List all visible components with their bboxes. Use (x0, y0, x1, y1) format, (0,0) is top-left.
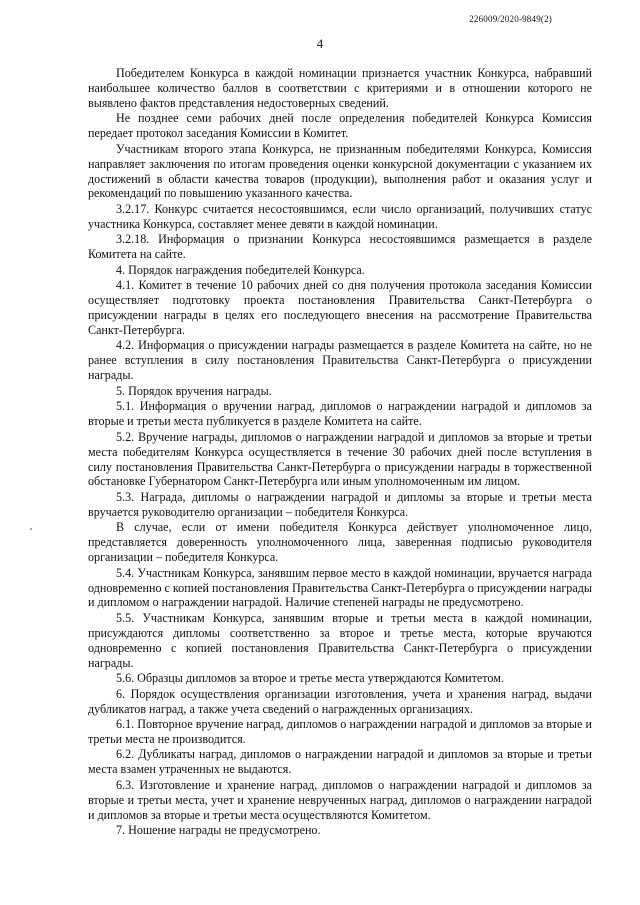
section-heading: 5. Порядок вручения награды. (116, 383, 272, 398)
section-heading: 6. Порядок осуществления организации изготовления, учета и хранения наград, выдачи дубликатов наград, а также учета сведений о награжденных организациях. (88, 686, 592, 716)
paragraph: 4.2. Информация о присуждении награды размещается в разделе Комитета на сайте, но не ранее вступления в силу постановления Правительства Санкт-Петербурга о присуждении награды. (88, 338, 592, 383)
paragraph: 3.2.17. Конкурс считается несостоявшимся, если число организаций, получивших статус участника Конкурса, составляет менее девяти в каждой номинации. (88, 201, 592, 231)
paragraph: 5.3. Награда, дипломы о награждении наградой и дипломы за вторые и третьи места вручается руководителю организации – победителя Конкурса. (88, 489, 592, 519)
section-heading: 4. Порядок награждения победителей Конкурса. (116, 262, 365, 277)
paragraph: 5.6. Образцы дипломов за второе и третье места утверждаются Комитетом. (116, 671, 504, 686)
paragraph: 6.1. Повторное вручение наград, дипломов о награждении наградой и дипломов за вторые и третьи места не производится. (88, 717, 592, 746)
paragraph: Не позднее семи рабочих дней после определения победителей Конкурса Комиссия передает протокол заседания Комиссии в Комитет. (88, 111, 592, 141)
paragraph: 4.1. Комитет в течение 10 рабочих дней со дня получения протокола заседания Комиссии осуществляет подготовку проекта постановления Правительства Санкт-Петербурга о присуждении награды в целях его последующего внесения на рассмотрение Правительства Санкт-Петербурга. (88, 278, 592, 337)
section-heading: 7. Ношение награды не предусмотрено. (116, 823, 321, 838)
paragraph: 3.2.18. Информация о признании Конкурса несостоявшимся размещается в разделе Комитета на сайте. (88, 232, 592, 262)
paragraph: 5.1. Информация о вручении наград, дипломов о награждении наградой и дипломов за вторые и третьи места публикуется в разделе Комитета на сайте. (88, 399, 592, 429)
document-number: 226009/2020-9849(2) (469, 14, 552, 24)
paragraph: 5.5. Участникам Конкурса, занявшим вторые и третьи места в каждой номинации, присуждаются дипломы соответственно за второе и третье места, которые вручаются одновременно с копией постановления Правительства Санкт-Петербурга о присуждении награды. (88, 610, 592, 670)
paragraph: В случае, если от имени победителя Конкурса действует уполномоченное лицо, представляется доверенность уполномоченного лица, заверенная подписью руководителя организации – победителя Конкурса. (88, 520, 592, 565)
document-body (88, 66, 592, 839)
page-number: 4 (316, 36, 324, 51)
paragraph: 6.3. Изготовление и хранение наград, дипломов о награждении наградой и дипломов за вторые и третьи места, учет и хранение неврученных наград, дипломов о награждении наградой и дипломов за вторые и третьи места осуществляются Комитетом. (88, 777, 592, 822)
paragraph: 5.4. Участникам Конкурса, занявшим первое место в каждой номинации, вручается награда одновременно с копией постановления Правительства Санкт-Петербурга о присуждении награды и дипломом о награждении наградой. Наличие степеней награды не предусмотрено. (88, 565, 592, 610)
paragraph: Победителем Конкурса в каждой номинации признается участник Конкурса, набравший наибольшее количество баллов в соответствии с критериями и в отношении которого не выявлено фактов представления недостоверных сведений. (88, 66, 592, 110)
scan-artifact (30, 528, 32, 530)
paragraph: 5.2. Вручение награды, дипломов о награждении наградой и дипломов за вторые и третьи места победителям Конкурса осуществляется в течение 30 рабочих дней после вступления в силу постановления Правительства Санкт-Петербурга о присуждении награды в торжественной обстановке Губернатором Санкт-Петербурга или иным уполномоченным им лицом. (88, 429, 592, 489)
paragraph: 6.2. Дубликаты наград, дипломов о награждении наградой и дипломов за вторые и третьи места взамен утраченных не выдаются. (88, 747, 592, 777)
paragraph: Участникам второго этапа Конкурса, не признанным победителями Конкурса, Комиссия направляет заключения по итогам проведения оценки конкурсной документации с указанием их достижений в области качества товаров (продукции), выполнения работ и оказания услуг и рекомендаций по повышению указанного качества. (88, 141, 592, 201)
